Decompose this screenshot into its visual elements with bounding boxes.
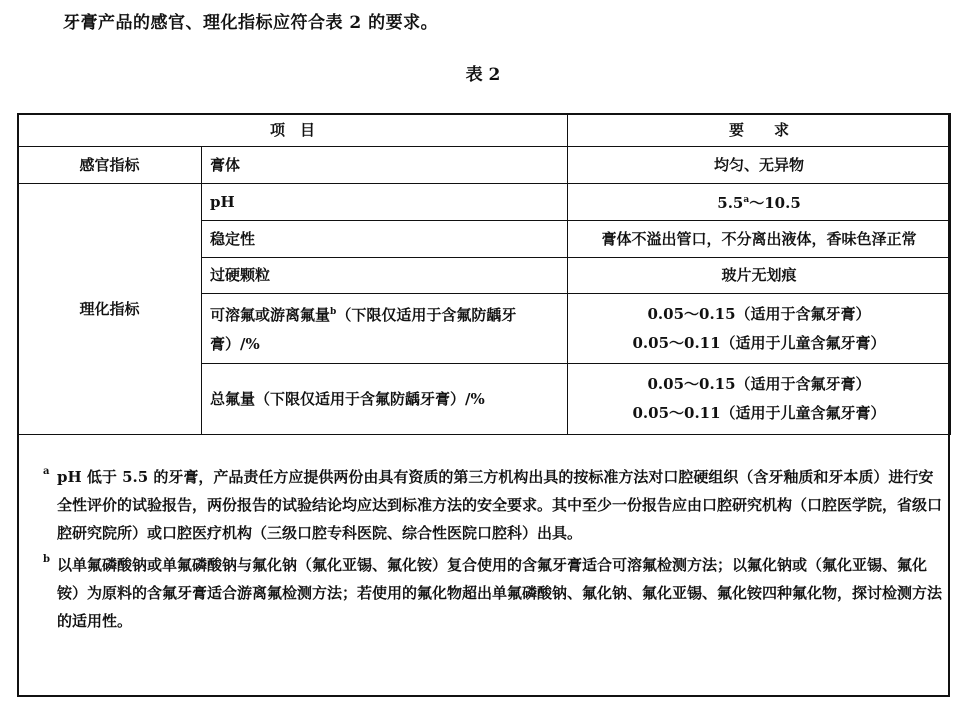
header-requirement: 要 求: [568, 114, 951, 147]
footnote-a: [43, 463, 947, 547]
table-title: 表 2: [465, 65, 501, 85]
requirement-line: 0.05～0.11（适用于儿童含氟牙膏）: [632, 404, 886, 422]
requirement-cell: 均匀、无异物: [568, 147, 951, 184]
footnote-mark: a: [743, 195, 750, 205]
footnotes: [43, 463, 947, 639]
header-row: [18, 114, 951, 147]
requirement-line: 0.05～0.11（适用于儿童含氟牙膏）: [632, 333, 886, 352]
footnote-mark: b: [330, 307, 337, 317]
footnote-text: 以单氟磷酸钠或单氟磷酸钠与氟化钠（氟化亚锡、氟化铵）复合使用的含氟牙膏适合可溶氟检测方法；以氟化钠或（氟化亚锡、氟化铵）为原料的含氟牙膏适合游离氟检测方法；若使用的氟化物超出单氟磷酸钠、氟化钠、氟化亚锡、氟化铵四种氟化物，探讨检测方法的适用性。: [57, 556, 943, 630]
item-cell: 膏体: [202, 147, 568, 184]
ph-range-start: 5.5: [717, 194, 744, 212]
item-cell: pH: [202, 184, 568, 221]
category-cell: 感官指标: [18, 147, 202, 184]
item-text: 可溶氟或游离氟量: [210, 306, 331, 324]
header-item: 项 目: [18, 114, 568, 147]
item-cell: 稳定性: [202, 221, 568, 258]
table-row: [18, 147, 951, 184]
requirement-cell: [568, 364, 951, 435]
footnote-b: [43, 551, 947, 635]
requirement-line: 0.05～0.15（适用于含氟牙膏）: [647, 375, 871, 393]
footnote-text: pH 低于 5.5 的牙膏，产品责任方应提供两份由具有资质的第三方机构出具的按标准方法对口腔硬组织（含牙釉质和牙本质）进行安全性评价的试验报告，两份报告的试验结论均应达到标准方法的安全要求。其中至少一份报告应由口腔研究机构（口腔医学院，省级口腔研究院所）或口腔医疗机构（三级口腔专科医院、综合性医院口腔科）出具。: [57, 468, 943, 542]
item-cell: [202, 294, 568, 364]
table-row: [18, 184, 951, 221]
intro-text: 牙膏产品的感官、理化指标应符合表 2 的要求。: [63, 13, 439, 33]
item-cell: 总氟量（下限仅适用于含氟防龋牙膏）/%: [202, 364, 568, 435]
item-cell: 过硬颗粒: [202, 258, 568, 294]
spec-table: [17, 113, 951, 435]
footnote-mark: b: [43, 554, 50, 565]
item-text-suffix: （下限仅适用于含氟防龋牙膏）/%: [210, 306, 517, 353]
requirement-cell: [568, 184, 951, 221]
requirement-cell: [568, 294, 951, 364]
requirement-cell: 玻片无划痕: [568, 258, 951, 294]
requirement-cell: 膏体不溢出管口，不分离出液体，香味色泽正常: [568, 221, 951, 258]
footnote-mark: a: [43, 466, 50, 477]
category-cell: 理化指标: [18, 184, 202, 435]
requirement-line: 0.05～0.15（适用于含氟牙膏）: [647, 304, 871, 323]
ph-range-end: ～10.5: [749, 194, 801, 212]
